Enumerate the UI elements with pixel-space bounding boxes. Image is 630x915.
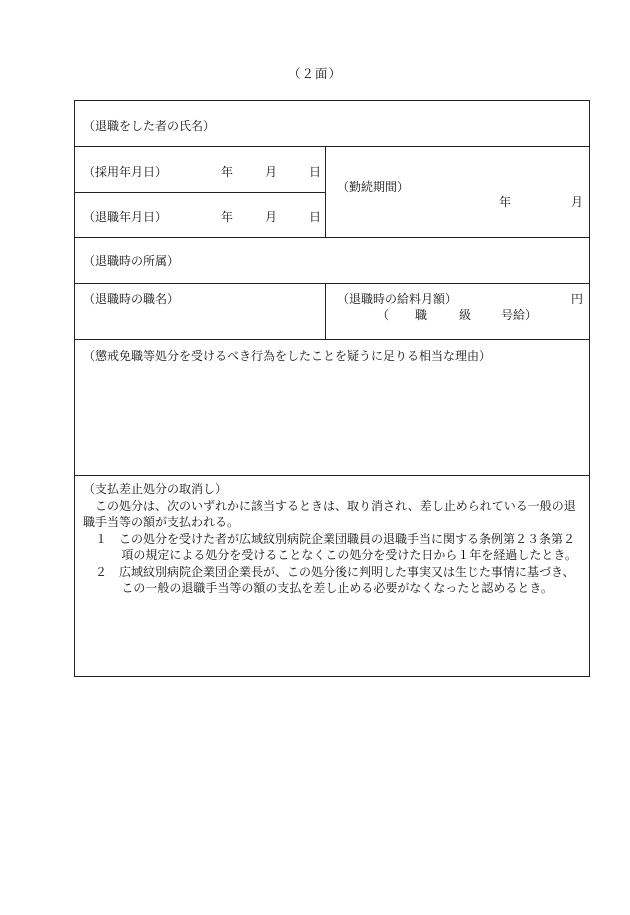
job-title-label: （退職時の職名） xyxy=(83,292,180,306)
cancellation-item-2: ２ 広域紋別病院企業団企業長が、この処分後に判明した事実又は生じた事情に基づき、この一般の退職手当等の額の支払を差し止める必要がなくなったと認めるとき。 xyxy=(95,564,575,595)
dates-row xyxy=(75,147,589,238)
dates-inner-divider xyxy=(75,192,325,193)
title-salary-row xyxy=(75,284,589,340)
name-label: （退職をした者の氏名） xyxy=(83,119,216,133)
service-year-unit: 年 xyxy=(499,195,512,209)
department-label: （退職時の所属） xyxy=(83,254,180,268)
service-month-unit: 月 xyxy=(571,195,584,209)
page-number: （２面） xyxy=(287,66,342,81)
cancellation-intro: この処分は、次のいずれかに該当するときは、取り消され、差し止められている一般の退職手当等の額が支払われる。 xyxy=(83,498,576,529)
cancellation-row xyxy=(75,476,589,676)
dates-divider xyxy=(325,147,326,237)
salary-label: （退職時の給料月額） xyxy=(337,292,458,306)
salary-unit: 円 xyxy=(571,292,584,306)
cancellation-text xyxy=(83,481,581,597)
retire-year-unit: 年 xyxy=(221,210,234,224)
grade-shoku: 職 xyxy=(415,308,428,322)
cancellation-title: （支払差止処分の取消し） xyxy=(83,482,228,496)
department-row xyxy=(75,238,589,284)
hire-year-unit: 年 xyxy=(221,165,234,179)
cancellation-item-1: １ この処分を受けた者が広域紋別病院企業団職員の退職手当に関する条例第２３条第２項の規定による処分を受けることなくこの処分を受けた日から１年を経過したとき。 xyxy=(95,531,577,562)
reason-label: （懲戒免職等処分を受けるべき行為をしたことを疑うに足りる相当な理由） xyxy=(83,349,492,363)
grade-gokyu: 号給） xyxy=(501,308,538,322)
service-period-label: （勤続期間） xyxy=(337,180,410,194)
grade-open: （ xyxy=(377,308,390,322)
grade-kyu: 級 xyxy=(459,308,472,322)
hire-day-unit: 日 xyxy=(309,165,322,179)
retire-date-label: （退職年月日） xyxy=(83,210,168,224)
name-row xyxy=(75,101,589,147)
title-salary-divider xyxy=(325,284,326,339)
retire-month-unit: 月 xyxy=(265,210,278,224)
reason-row xyxy=(75,340,589,476)
hire-month-unit: 月 xyxy=(265,165,278,179)
retire-day-unit: 日 xyxy=(309,210,322,224)
form-table xyxy=(74,100,590,677)
hire-date-label: （採用年月日） xyxy=(83,165,168,179)
